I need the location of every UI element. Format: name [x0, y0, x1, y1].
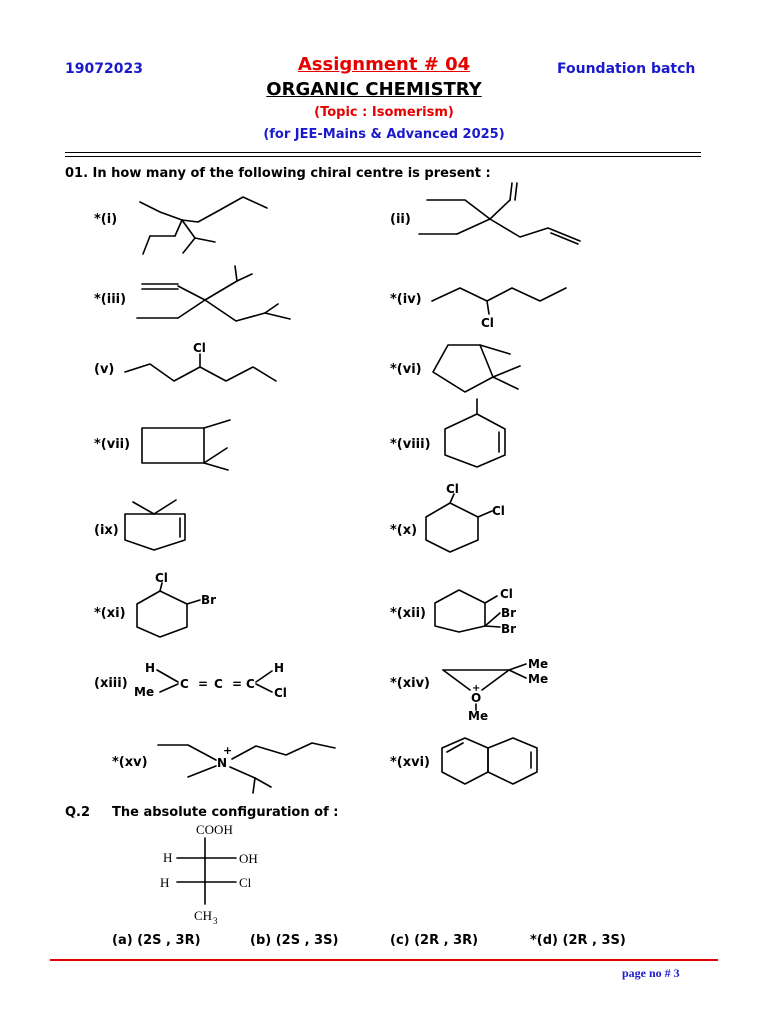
atom-cl: Cl: [492, 504, 505, 518]
date-code: 19072023: [65, 61, 143, 77]
fischer-h: H: [163, 850, 173, 865]
item-label: (ii): [390, 212, 411, 227]
atom-o: O: [471, 691, 482, 705]
atom-cl: Cl: [481, 316, 494, 330]
option-b: (b) (2S , 3S): [250, 933, 339, 948]
item-label: *(xii): [390, 606, 426, 621]
batch-label: Foundation batch: [557, 61, 696, 77]
atom-cl: Cl: [446, 482, 459, 496]
atom-h: H: [274, 661, 285, 675]
option-c: (c) (2R , 3R): [390, 933, 479, 948]
footer-rule: [50, 959, 718, 961]
structure-xii: [435, 587, 516, 636]
question-1-text: 01. In how many of the following chiral centre is present :: [65, 166, 491, 181]
atom-br: Br: [201, 593, 217, 607]
exam-line: (for JEE-Mains & Advanced 2025): [263, 127, 505, 142]
atom-n: N: [217, 756, 228, 770]
question-2-text: The absolute configuration of :: [112, 805, 339, 820]
fischer-bottom-subscript: 3: [213, 916, 218, 926]
item-label: *(iv): [390, 292, 422, 307]
atom-c: C: [180, 677, 189, 691]
question-2-number: Q.2: [65, 805, 91, 820]
item-label: (xiii): [94, 676, 128, 691]
charge-plus: +: [472, 683, 481, 694]
item-label: *(xvi): [390, 755, 430, 770]
charge-plus: +: [223, 744, 233, 757]
item-label: *(viii): [390, 437, 431, 452]
atom-cl: Cl: [155, 571, 168, 585]
assignment-title: Assignment # 04: [297, 54, 471, 75]
structure-xiv: [443, 657, 548, 723]
item-label: *(vi): [390, 362, 422, 377]
fischer-projection: [160, 822, 258, 926]
item-label: *(iii): [94, 292, 127, 307]
structure-vii: [142, 420, 230, 470]
structure-v: [125, 341, 276, 381]
atom-br: Br: [501, 622, 517, 636]
atom-h: H: [145, 661, 156, 675]
atom-me: Me: [134, 685, 155, 699]
page-number: page no # 3: [622, 966, 680, 980]
item-label: *(x): [390, 523, 418, 538]
atom-c: C: [214, 677, 223, 691]
structure-vi: [433, 345, 520, 392]
structure-iii: [137, 266, 290, 321]
structure-ii: [419, 183, 580, 244]
item-label: *(xiv): [390, 676, 430, 691]
structure-viii: [445, 399, 505, 467]
structure-iv: [432, 288, 566, 330]
structure-i: [140, 197, 267, 254]
fischer-cl: Cl: [239, 875, 252, 890]
atom-cl: Cl: [500, 587, 513, 601]
equals-sign: =: [232, 677, 243, 691]
structure-x: [426, 482, 505, 552]
atom-c: C: [246, 677, 255, 691]
fischer-oh: OH: [239, 851, 258, 866]
atom-cl: Cl: [193, 341, 206, 355]
item-label: *(vii): [94, 437, 131, 452]
structure-xvi: [442, 738, 537, 784]
atom-cl: Cl: [274, 686, 287, 700]
atom-me: Me: [528, 657, 549, 671]
fischer-top-group: COOH: [196, 822, 233, 837]
item-label: *(i): [94, 212, 118, 227]
fischer-h: H: [160, 875, 170, 890]
structure-xi: [137, 571, 216, 637]
fischer-bottom-group: CH: [194, 908, 213, 923]
subject-title: ORGANIC CHEMISTRY: [266, 79, 482, 100]
item-label: (v): [94, 362, 115, 377]
option-a: (a) (2S , 3R): [112, 933, 201, 948]
option-d: *(d) (2R , 3S): [530, 933, 626, 948]
equals-sign: =: [198, 677, 209, 691]
item-label: *(xi): [94, 606, 126, 621]
topic-line: (Topic : Isomerism): [314, 105, 454, 120]
structure-xv: [158, 743, 335, 793]
item-label: (ix): [94, 523, 119, 538]
structure-ix: [125, 500, 185, 550]
atom-me: Me: [528, 672, 549, 686]
atom-br: Br: [501, 606, 517, 620]
item-label: *(xv): [112, 755, 148, 770]
structure-xiii: [134, 661, 287, 700]
atom-me: Me: [468, 709, 489, 723]
